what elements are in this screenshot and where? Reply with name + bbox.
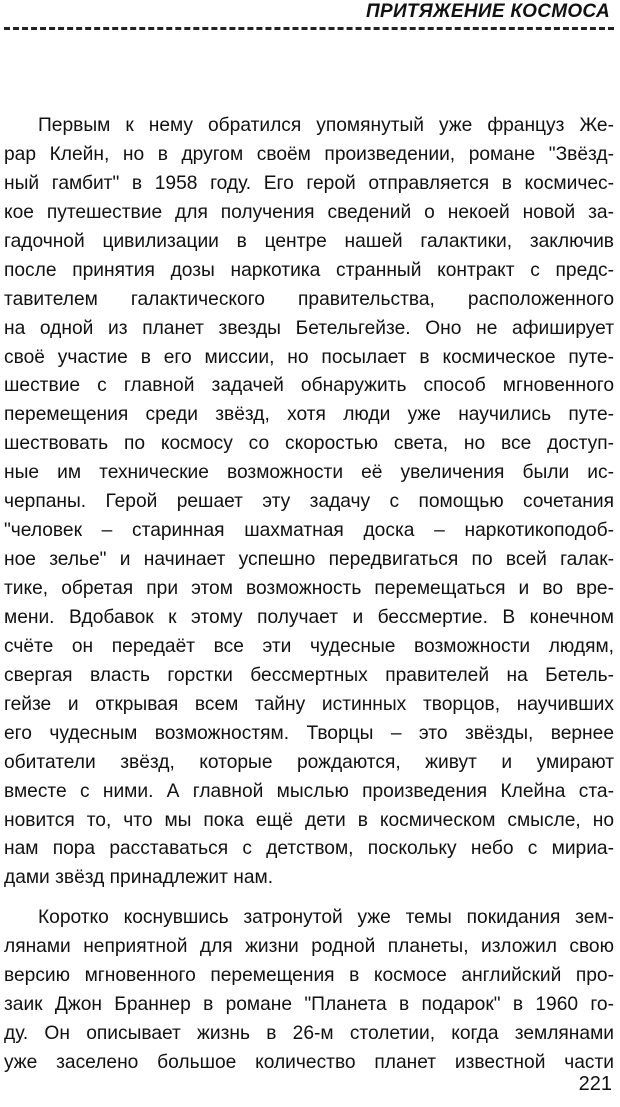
page-number: 221 <box>578 1073 612 1095</box>
text-line: вместе с ними. А главной мыслью произведения Клейна ста- <box>4 780 614 802</box>
text-line: уже заселено большое количество планет известной части <box>4 1051 614 1073</box>
text-line: счёте он передаёт все эти чудесные возможности людям, <box>4 635 614 657</box>
text-line: ный гамбит" в 1958 году. Его герой отправляется в космичес- <box>4 172 614 194</box>
text-line: ду. Он описывает жизнь в 26-м столетии, когда землянами <box>4 1022 614 1044</box>
text-line: его чудесным возможностям. Творцы – это звёзды, вернее <box>4 722 614 744</box>
text-line: ное зелье" и начинает успешно передвигаться по всей галак- <box>4 549 614 571</box>
text-line: после принятия дозы наркотика странный контракт с предс- <box>4 259 614 281</box>
text-line: дами звёзд принадлежит нам. <box>4 867 274 889</box>
text-line: гейзе и открывая всем тайну истинных творцов, научивших <box>4 693 614 715</box>
text-line: рар Клейн, но в другом своём произведении, романе "Звёзд- <box>4 143 614 165</box>
running-header-title: ПРИТЯЖЕНИЕ КОСМОСА <box>366 1 610 22</box>
text-line: кое путешествие для получения сведений о некоей новой за- <box>4 201 614 223</box>
text-line: версию мгновенного перемещения в космосе английский про- <box>4 964 614 986</box>
text-line: тавителем галактического правительства, расположенного <box>4 288 614 310</box>
text-line: тике, обретая при этом возможность перемещаться и во вре- <box>4 578 614 599</box>
text-line: нам пора расставаться с детством, поскольку небо с мириа- <box>4 838 614 860</box>
text-line: гадочной цивилизации в центре нашей галактики, заключив <box>4 230 614 252</box>
header-dashed-rule <box>4 27 614 30</box>
text-line: черпаны. Герой решает эту задачу с помощью сочетания <box>4 491 614 513</box>
text-line: Первым к нему обратился упомянутый уже француз Же- <box>38 115 614 136</box>
text-line: на одной из планет звезды Бетельгейзе. Оно не афиширует <box>4 317 614 339</box>
text-line: перемещения среди звёзд, хотя люди уже научились путе- <box>4 404 614 426</box>
text-line: лянами неприятной для жизни родной планеты, изложил свою <box>4 935 614 957</box>
text-line: шествие с главной задачей обнаружить способ мгновенного <box>4 375 614 397</box>
text-line: новится то, что мы пока ещё дети в космическом смысле, но <box>4 809 614 831</box>
paragraph-2 <box>4 904 614 1078</box>
text-line: шествовать по космосу со скоростью света, но все доступ- <box>4 433 614 455</box>
text-line: свергая власть горстки бессмертных правителей на Бетель- <box>4 664 614 686</box>
text-line: заик Джон Браннер в романе "Планета в подарок" в 1960 го- <box>4 993 614 1015</box>
paragraph-1 <box>4 112 614 893</box>
text-line: своё участие в его миссии, но посылает в космическое путе- <box>4 346 614 368</box>
text-line: "человек – старинная шахматная доска – наркотикоподоб- <box>4 520 614 542</box>
text-line: ные им технические возможности её увеличения были ис- <box>4 462 614 484</box>
running-header <box>0 0 620 34</box>
text-line: мени. Вдобавок к этому получает и бессмертие. В конечном <box>4 606 614 628</box>
text-line: обитатели звёзд, которые рождаются, живут и умирают <box>4 751 614 773</box>
text-line: Коротко коснувшись затронутой уже темы покидания зем- <box>38 907 614 928</box>
